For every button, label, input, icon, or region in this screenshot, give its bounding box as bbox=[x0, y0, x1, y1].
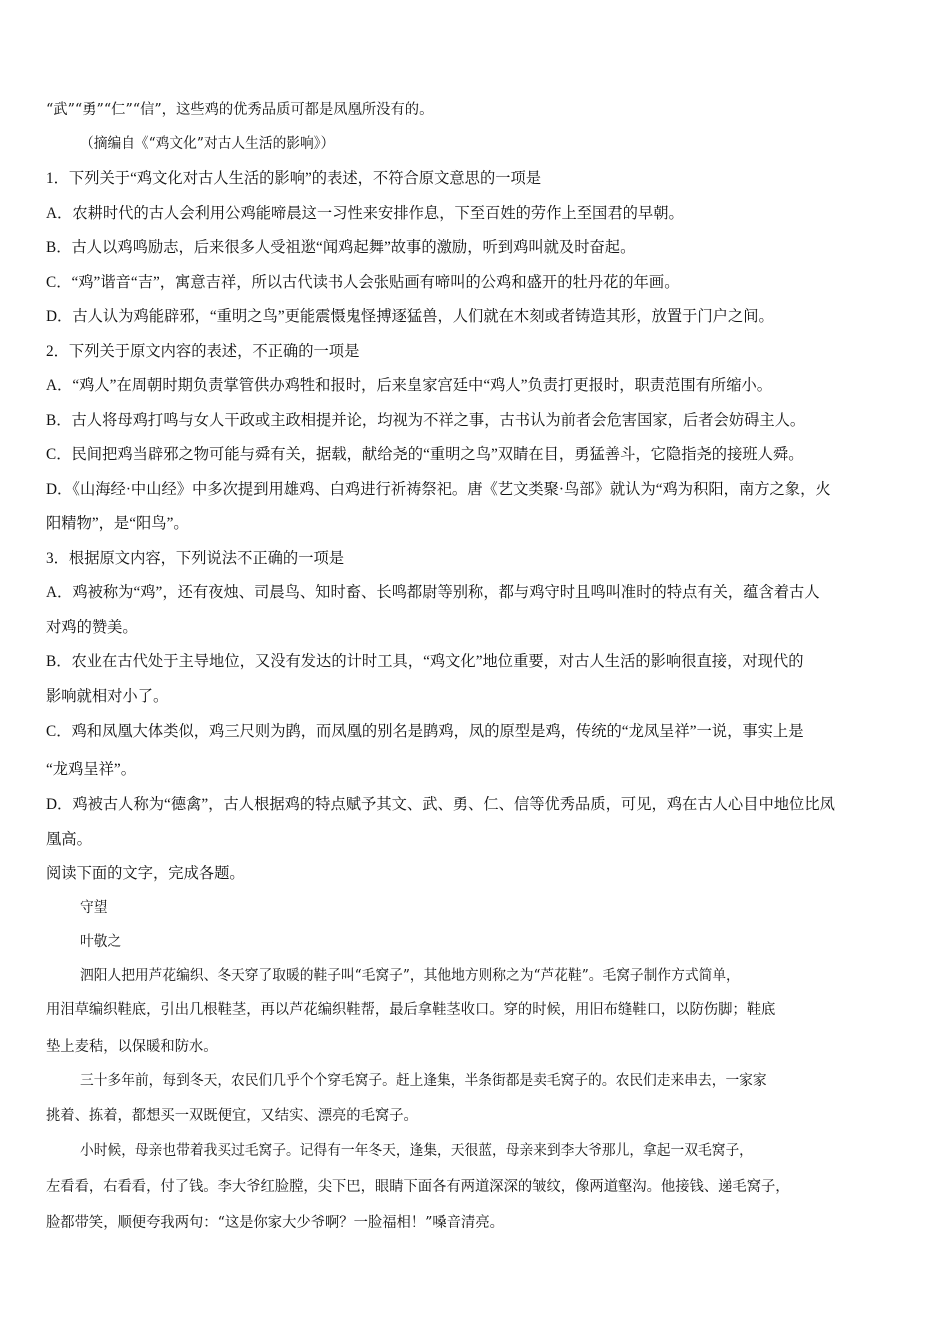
question-3-option-b: B．农业在古代处于主导地位，又没有发达的计时工具，“鸡文化”地位重要，对古人生活的影响很直接，对现代的 bbox=[46, 653, 804, 670]
question-2-stem: 2．下列关于原文内容的表述，不正确的一项是 bbox=[46, 343, 360, 360]
question-3-option-c: C．鸡和凤凰大体类似，鸡三尺则为鹍，而凤凰的别名是鹍鸡，凤的原型是鸡，传统的“龙凤呈祥”一说，事实上是 bbox=[46, 723, 804, 740]
paragraph-3-line-2: 左看看，右看看，付了钱。李大爷红脸膛，尖下巴，眼睛下面各有两道深深的皱纹，像两道壑沟。他接钱、递毛窝子， bbox=[46, 1179, 790, 1195]
question-3-option-c-cont: “龙鸡呈祥”。 bbox=[46, 761, 137, 778]
question-2-option-b: B．古人将母鸡打鸣与女人干政或主政相提并论，均视为不祥之事，古书认为前者会危害国家，后者会妨碍主人。 bbox=[46, 412, 806, 429]
article-title: 守望 bbox=[80, 900, 108, 916]
reading-instruction: 阅读下面的文字，完成各题。 bbox=[46, 865, 245, 882]
question-2-option-c: C．民间把鸡当辟邪之物可能与舜有关，据载，献给尧的“重明之鸟”双睛在目，勇猛善斗，它隐指尧的接班人舜。 bbox=[46, 446, 804, 463]
paragraph-2-line-1: 三十多年前，每到冬天，农民们几乎个个穿毛窝子。赶上逢集，半条街都是卖毛窝子的。农民们走来串去，一家家 bbox=[80, 1073, 767, 1089]
question-1-option-b: B．古人以鸡鸣励志，后来很多人受祖逖“闻鸡起舞”故事的激励，听到鸡叫就及时奋起。 bbox=[46, 239, 636, 256]
question-3-option-d: D．鸡被古人称为“德禽”，古人根据鸡的特点赋予其文、武、勇、仁、信等优秀品质，可见，鸡在古人心目中地位比凤 bbox=[46, 796, 835, 813]
paragraph-1-line-1: 泗阳人把用芦花编织、冬天穿了取暖的鞋子叫“毛窝子”，其他地方则称之为“芦花鞋”。毛窝子制作方式简单， bbox=[80, 968, 740, 984]
paragraph-2-line-2: 挑着、拣着，都想买一双既便宜，又结实、漂亮的毛窝子。 bbox=[46, 1108, 418, 1124]
text-line: “武”“勇”“仁”“信”，这些鸡的优秀品质可都是凤凰所没有的。 bbox=[46, 102, 434, 118]
question-3-option-b-cont: 影响就相对小了。 bbox=[46, 688, 169, 705]
question-1-option-a: A．农耕时代的古人会利用公鸡能啼晨这一习性来安排作息，下至百姓的劳作上至国君的早朝。 bbox=[46, 205, 684, 222]
question-2-option-d-cont: 阳精物”，是“阳鸟”。 bbox=[46, 515, 189, 532]
question-3-option-a-cont: 对鸡的赞美。 bbox=[46, 619, 138, 636]
article-author: 叶敬之 bbox=[80, 934, 122, 950]
question-2-option-d: D．《山海经·中山经》中多次提到用雄鸡、白鸡进行祈祷祭祀。唐《艺文类聚·鸟部》就认为“鸡为积阳，南方之象，火 bbox=[46, 481, 831, 498]
source-citation: （摘编自《“鸡文化”对古人生活的影响》） bbox=[80, 136, 335, 152]
paragraph-3-line-3: 脸都带笑，顺便夸我两句：“这是你家大少爷啊？一脸福相！”嗓音清亮。 bbox=[46, 1215, 504, 1231]
question-1-stem: 1．下列关于“鸡文化对古人生活的影响”的表述，不符合原文意思的一项是 bbox=[46, 170, 542, 187]
question-1-option-c: C．“鸡”谐音“吉”，寓意吉祥，所以古代读书人会张贴画有啼叫的公鸡和盛开的牡丹花的年画。 bbox=[46, 274, 680, 291]
question-1-option-d: D．古人认为鸡能辟邪，“重明之鸟”更能震慑鬼怪搏逐猛兽，人们就在木刻或者铸造其形，放置于门户之间。 bbox=[46, 308, 774, 325]
question-3-option-a: A．鸡被称为“鸡”，还有夜烛、司晨鸟、知时畜、长鸣都尉等别称，都与鸡守时且鸣叫准时的特点有关，蕴含着古人 bbox=[46, 584, 820, 601]
question-3-option-d-cont: 凰高。 bbox=[46, 831, 92, 848]
paragraph-1-line-2: 用泪草编织鞋底，引出几根鞋茎，再以芦花编织鞋帮，最后拿鞋茎收口。穿的时候，用旧布缝鞋口，以防伤脚；鞋底 bbox=[46, 1002, 776, 1018]
paragraph-3-line-1: 小时候，母亲也带着我买过毛窝子。记得有一年冬天，逢集，天很蓝，母亲来到李大爷那儿，拿起一双毛窝子， bbox=[80, 1143, 753, 1159]
question-3-stem: 3．根据原文内容，下列说法不正确的一项是 bbox=[46, 550, 345, 567]
question-2-option-a: A．“鸡人”在周朝时期负责掌管供办鸡牲和报时，后来皇家宫廷中“鸡人”负责打更报时，职责范围有所缩小。 bbox=[46, 377, 773, 394]
paragraph-1-line-3: 垫上麦秸，以保暖和防水。 bbox=[46, 1039, 218, 1055]
